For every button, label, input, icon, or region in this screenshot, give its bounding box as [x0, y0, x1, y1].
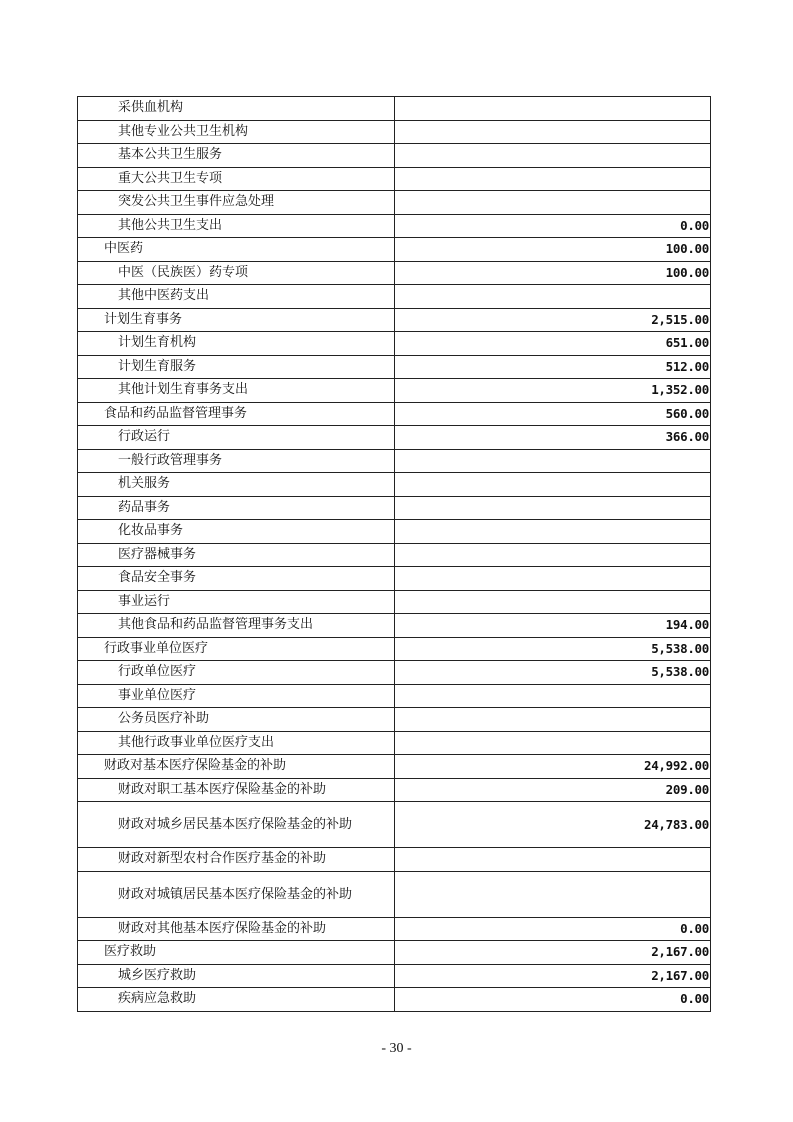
table-row [78, 802, 711, 848]
item-name-cell: 其他专业公共卫生机构 [78, 120, 395, 144]
item-name-cell: 中医药 [78, 238, 395, 262]
table-row [78, 614, 711, 638]
item-name-cell: 中医（民族医）药专项 [78, 261, 395, 285]
table-row [78, 755, 711, 779]
table-row [78, 637, 711, 661]
table-body [78, 97, 711, 1012]
item-name-cell: 化妆品事务 [78, 520, 395, 544]
table-row [78, 964, 711, 988]
amount-cell [395, 684, 711, 708]
item-name-cell: 其他食品和药品监督管理事务支出 [78, 614, 395, 638]
amount-cell: 0.00 [395, 917, 711, 941]
table-row [78, 426, 711, 450]
amount-cell [395, 567, 711, 591]
amount-cell: 2,167.00 [395, 941, 711, 965]
table-row [78, 988, 711, 1012]
budget-expenditure-table [77, 96, 711, 1012]
table-row [78, 661, 711, 685]
amount-cell: 24,783.00 [395, 802, 711, 848]
item-name-cell: 城乡医疗救助 [78, 964, 395, 988]
table-row [78, 144, 711, 168]
amount-cell: 560.00 [395, 402, 711, 426]
amount-cell: 0.00 [395, 214, 711, 238]
amount-cell: 5,538.00 [395, 661, 711, 685]
table-row [78, 97, 711, 121]
item-name-cell: 财政对基本医疗保险基金的补助 [78, 755, 395, 779]
amount-cell [395, 520, 711, 544]
table-row [78, 449, 711, 473]
amount-cell [395, 191, 711, 215]
amount-cell: 1,352.00 [395, 379, 711, 403]
item-name-cell: 行政单位医疗 [78, 661, 395, 685]
item-name-cell: 财政对城乡居民基本医疗保险基金的补助 [78, 802, 395, 848]
item-name-cell: 其他中医药支出 [78, 285, 395, 309]
table-row [78, 708, 711, 732]
item-name-cell: 财政对其他基本医疗保险基金的补助 [78, 917, 395, 941]
amount-cell: 2,167.00 [395, 964, 711, 988]
item-name-cell: 公务员医疗补助 [78, 708, 395, 732]
item-name-cell: 行政事业单位医疗 [78, 637, 395, 661]
item-name-cell: 采供血机构 [78, 97, 395, 121]
page-number: - 30 - [381, 1041, 412, 1056]
item-name-cell: 计划生育服务 [78, 355, 395, 379]
amount-cell [395, 285, 711, 309]
table-row [78, 941, 711, 965]
table-row [78, 496, 711, 520]
item-name-cell: 其他公共卫生支出 [78, 214, 395, 238]
table-row [78, 543, 711, 567]
item-name-cell: 药品事务 [78, 496, 395, 520]
table-row [78, 731, 711, 755]
amount-cell [395, 871, 711, 917]
table-row [78, 355, 711, 379]
table-row [78, 308, 711, 332]
amount-cell [395, 496, 711, 520]
amount-cell: 209.00 [395, 778, 711, 802]
item-name-cell: 财政对新型农村合作医疗基金的补助 [78, 848, 395, 872]
item-name-cell: 一般行政管理事务 [78, 449, 395, 473]
amount-cell: 2,515.00 [395, 308, 711, 332]
item-name-cell: 疾病应急救助 [78, 988, 395, 1012]
amount-cell: 100.00 [395, 238, 711, 262]
item-name-cell: 医疗救助 [78, 941, 395, 965]
table-row [78, 917, 711, 941]
item-name-cell: 财政对城镇居民基本医疗保险基金的补助 [78, 871, 395, 917]
table-row [78, 238, 711, 262]
amount-cell [395, 449, 711, 473]
item-name-cell: 事业运行 [78, 590, 395, 614]
amount-cell [395, 473, 711, 497]
item-name-cell: 行政运行 [78, 426, 395, 450]
item-name-cell: 重大公共卫生专项 [78, 167, 395, 191]
table-row [78, 379, 711, 403]
table-row [78, 214, 711, 238]
table-row [78, 402, 711, 426]
amount-cell [395, 144, 711, 168]
table-row [78, 848, 711, 872]
amount-cell [395, 590, 711, 614]
table-row [78, 520, 711, 544]
amount-cell: 366.00 [395, 426, 711, 450]
item-name-cell: 基本公共卫生服务 [78, 144, 395, 168]
amount-cell: 5,538.00 [395, 637, 711, 661]
table-row [78, 567, 711, 591]
table-row [78, 167, 711, 191]
item-name-cell: 机关服务 [78, 473, 395, 497]
amount-cell [395, 97, 711, 121]
table-row [78, 871, 711, 917]
amount-cell: 512.00 [395, 355, 711, 379]
item-name-cell: 医疗器械事务 [78, 543, 395, 567]
table-row [78, 332, 711, 356]
amount-cell [395, 167, 711, 191]
item-name-cell: 食品安全事务 [78, 567, 395, 591]
table-row [78, 590, 711, 614]
amount-cell: 651.00 [395, 332, 711, 356]
item-name-cell: 其他计划生育事务支出 [78, 379, 395, 403]
amount-cell: 24,992.00 [395, 755, 711, 779]
amount-cell [395, 708, 711, 732]
table-row [78, 191, 711, 215]
item-name-cell: 计划生育事务 [78, 308, 395, 332]
amount-cell [395, 848, 711, 872]
item-name-cell: 计划生育机构 [78, 332, 395, 356]
amount-cell [395, 731, 711, 755]
table-row [78, 261, 711, 285]
amount-cell: 100.00 [395, 261, 711, 285]
table-row [78, 473, 711, 497]
amount-cell [395, 120, 711, 144]
amount-cell: 194.00 [395, 614, 711, 638]
table-row [78, 285, 711, 309]
table-row [78, 684, 711, 708]
amount-cell: 0.00 [395, 988, 711, 1012]
amount-cell [395, 543, 711, 567]
item-name-cell: 其他行政事业单位医疗支出 [78, 731, 395, 755]
item-name-cell: 事业单位医疗 [78, 684, 395, 708]
table-row [78, 778, 711, 802]
table-row [78, 120, 711, 144]
item-name-cell: 财政对职工基本医疗保险基金的补助 [78, 778, 395, 802]
item-name-cell: 食品和药品监督管理事务 [78, 402, 395, 426]
item-name-cell: 突发公共卫生事件应急处理 [78, 191, 395, 215]
